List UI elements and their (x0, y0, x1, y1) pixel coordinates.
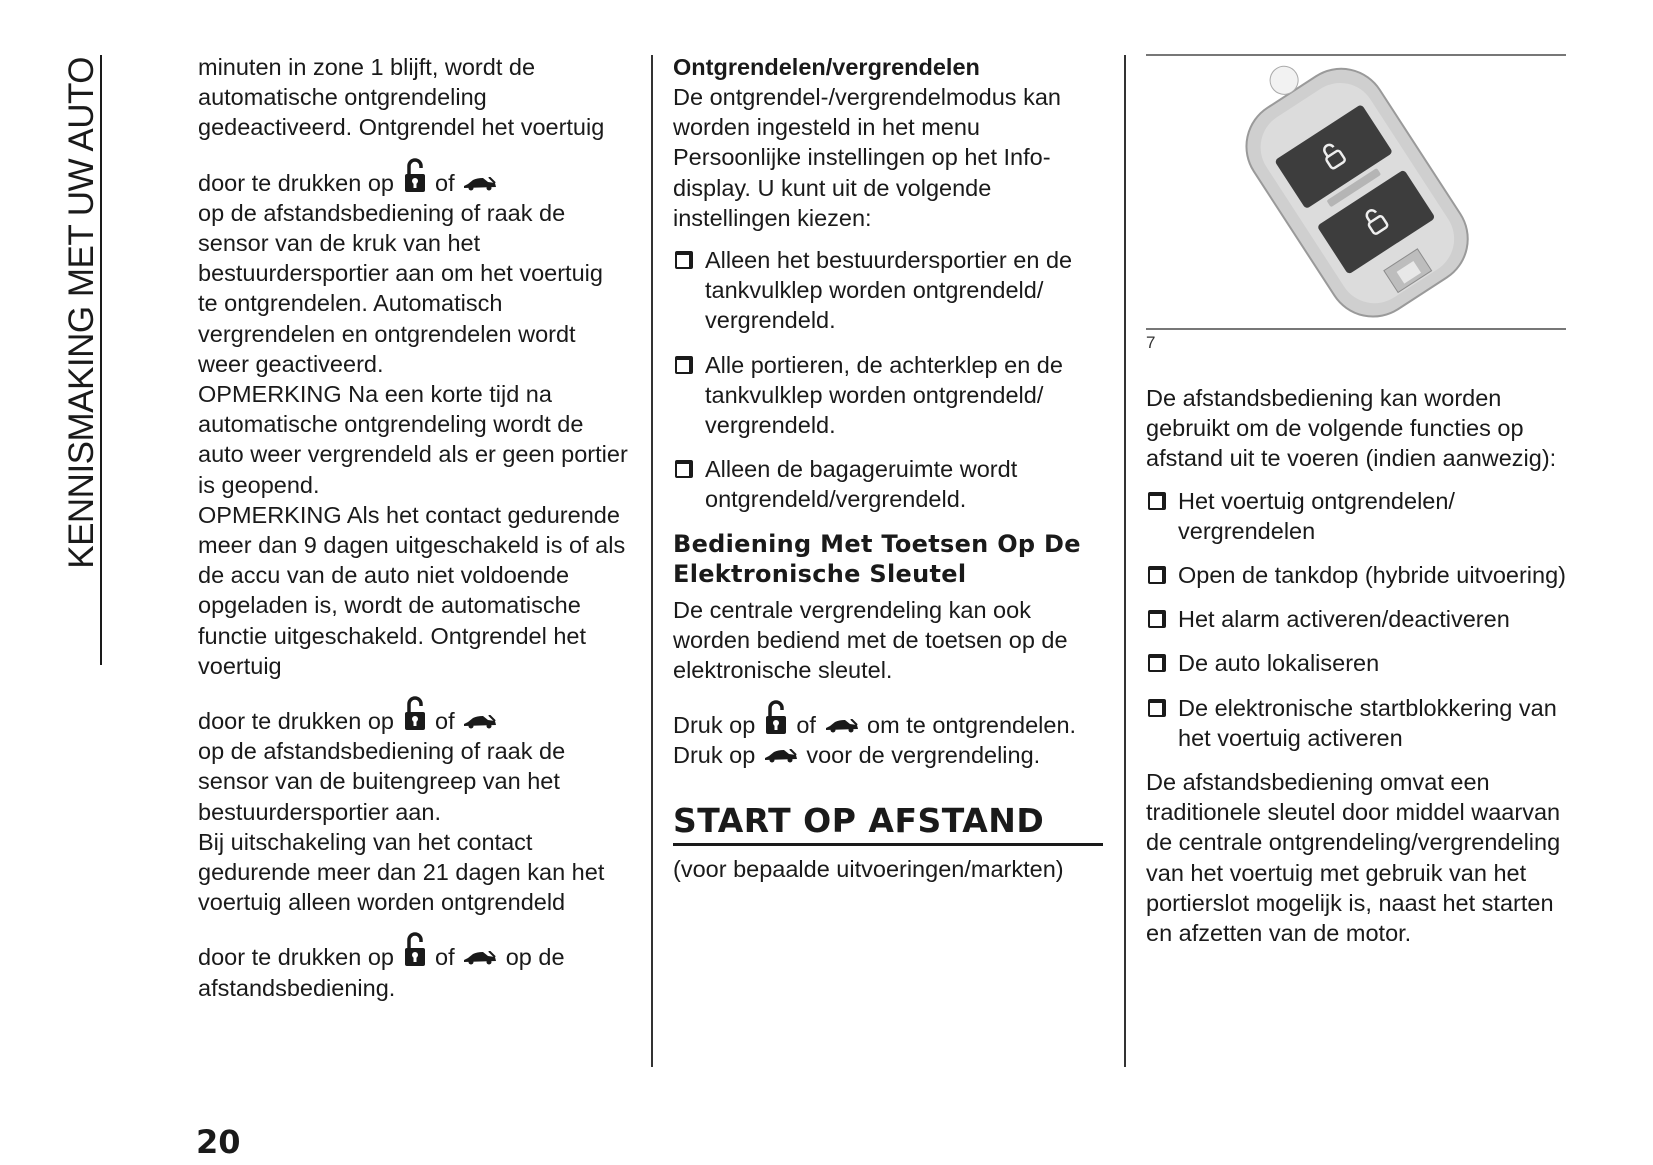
icon-instruction-line: door te drukken op of (198, 693, 628, 736)
figure-number: 7 (1146, 333, 1156, 352)
list-item: Het voertuig ontgrendelen/ vergrendelen (1146, 486, 1586, 546)
icon-instruction-line: door te drukken op of (198, 155, 628, 198)
paragraph: De afstandsbediening kan worden gebruikt om de volgende functies op afstand uit te voeren (indien aanwezig): (1146, 385, 1557, 472)
paragraph: De centrale vergrendeling kan ook worden bediend met de toetsen op de elektronische sleutel. (673, 596, 1068, 684)
paragraph: De afstandsbediening omvat een traditionele sleutel door middel waarvan de centrale ontgrendeling/vergrendeling van het voertuig met gebruik van het portierslot mogelijk is, naast het starten en afzetten van de motor. (1146, 769, 1561, 947)
unlock-padlock-icon (404, 157, 426, 193)
section-side-title: KENNISMAKING MET UW AUTO (62, 55, 102, 665)
checkbox-bullet-icon (1148, 566, 1166, 584)
unlock-padlock-icon (404, 695, 426, 731)
list-item: Alleen de bagageruimte wordt ontgrendeld/vergrendeld. (673, 454, 1113, 514)
car-lock-icon (463, 715, 497, 729)
paragraph: afstandsbediening. (198, 974, 396, 1001)
settings-options-list (673, 245, 1113, 515)
checkbox-bullet-icon (675, 356, 693, 374)
page-number: 20 (196, 1123, 241, 1161)
checkbox-bullet-icon (1148, 492, 1166, 510)
checkbox-bullet-icon (1148, 610, 1166, 628)
column-2 (673, 52, 1113, 884)
car-lock-icon (825, 719, 859, 733)
key-fob-illustration (1146, 56, 1566, 326)
note-paragraph: OPMERKING Na een korte tijd na automatische ontgrendeling wordt de auto weer vergrendeld als er geen portier is geopend. (198, 381, 628, 498)
column-1 (198, 52, 628, 1003)
figure-key-fob (1146, 54, 1566, 330)
list-item: Het alarm activeren/deactiveren (1146, 604, 1586, 634)
car-lock-icon (764, 749, 798, 763)
subheading-key-buttons: Bediening Met Toetsen Op De Elektronische Sleutel (673, 529, 1081, 588)
unlock-padlock-icon (404, 931, 426, 967)
icon-instruction-line: door te drukken op of op de (198, 929, 628, 972)
column-3 (1146, 383, 1586, 948)
paragraph: (voor bepaalde uitvoeringen/markten) (673, 855, 1064, 882)
list-item: De auto lokaliseren (1146, 648, 1586, 678)
list-item: Alleen het bestuurdersportier en de tankvulklep worden ontgrendeld/ vergrendeld. (673, 245, 1113, 336)
remote-functions-list (1146, 486, 1586, 753)
lock-instruction-line: Druk op voor de vergrendeling. (673, 742, 1041, 769)
checkbox-bullet-icon (1148, 699, 1166, 717)
paragraph: De ontgrendel-/vergrendelmodus kan worden ingesteld in het menu Persoonlijke instellingen op het Info-display. U kunt uit de volgende instellingen kiezen: (673, 84, 1061, 231)
column-divider (1124, 55, 1126, 1067)
car-lock-icon (463, 177, 497, 191)
car-lock-icon (463, 951, 497, 965)
subheading-unlock-lock: Ontgrendelen/vergrendelen (673, 54, 980, 80)
list-item: Open de tankdop (hybride uitvoering) (1146, 560, 1586, 590)
list-item: De elektronische startblokkering van het voertuig activeren (1146, 693, 1586, 753)
checkbox-bullet-icon (675, 460, 693, 478)
note-paragraph: OPMERKING Als het contact gedurende meer dan 9 dagen uitgeschakeld is of als de accu van de auto niet voldoende opgeladen is, wordt de automatische functie uitgeschakeld. Ontgrendel het voertuig (198, 501, 626, 679)
paragraph: op de afstandsbediening of raak de sensor van de kruk van het bestuurdersportier aan om het voertuig te ontgrendelen. Automatisch vergrendelen en ontgrendelen wordt weer geactiveerd. (198, 199, 603, 377)
paragraph: op de afstandsbediening of raak de sensor van de buitengreep van het bestuurdersportier aan. (198, 738, 566, 825)
column-divider (651, 55, 653, 1067)
checkbox-bullet-icon (1148, 654, 1166, 672)
paragraph: Bij uitschakeling van het contact gedurende meer dan 21 dagen kan het voertuig alleen worden ontgrendeld (198, 828, 605, 916)
checkbox-bullet-icon (675, 251, 693, 269)
section-heading-remote-start: START OP AFSTAND (673, 801, 1103, 846)
unlock-instruction-line: Druk op of om te ontgrendelen. (673, 697, 1113, 740)
unlock-padlock-icon (765, 699, 787, 735)
paragraph: minuten in zone 1 blijft, wordt de automatische ontgrendeling gedeactiveerd. Ontgrendel het voertuig (198, 54, 605, 141)
list-item: Alle portieren, de achterklep en de tankvulklep worden ontgrendeld/ vergrendeld. (673, 350, 1113, 441)
